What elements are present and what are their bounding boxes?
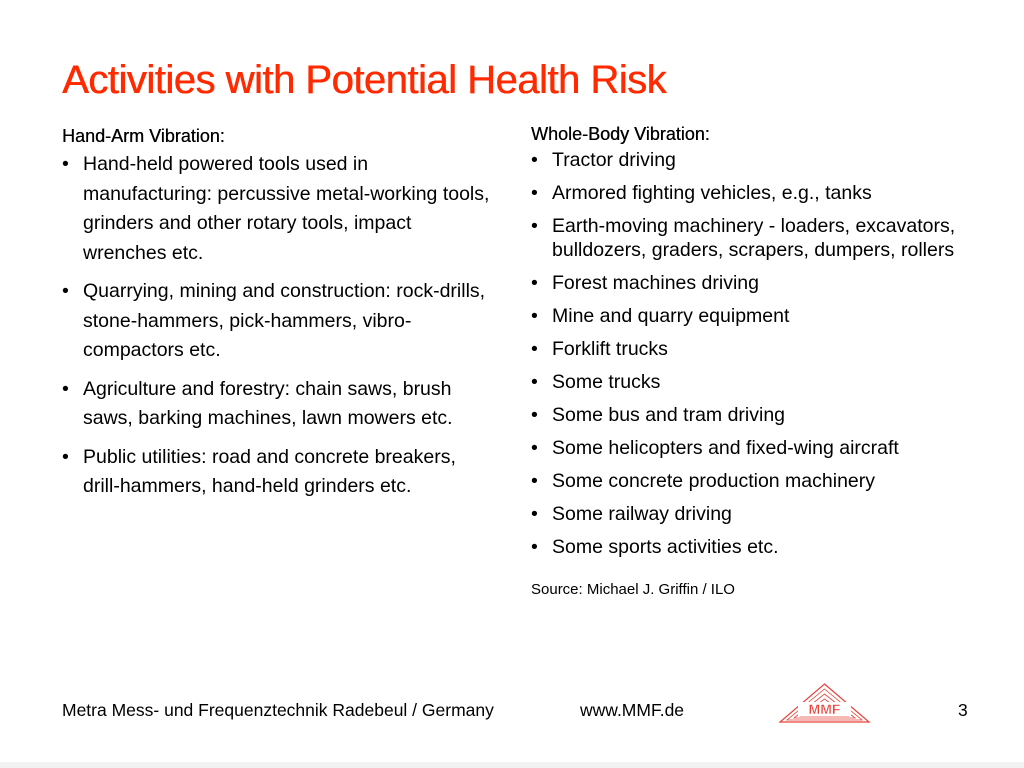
list-item: • Some railway driving: [531, 503, 732, 525]
page-number: 3: [958, 700, 968, 720]
bullet-icon: •: [531, 437, 538, 459]
bullet-icon: •: [531, 470, 538, 492]
list-item: • Tractor driving: [531, 149, 676, 171]
list-item: • Some helicopters and fixed-wing aircraft: [531, 437, 899, 459]
whole-body-heading: Whole-Body Vibration:: [531, 124, 710, 144]
bullet-icon: •: [531, 149, 538, 171]
source-citation: Source: Michael J. Griffin / ILO: [531, 581, 735, 598]
list-item: • Earth-moving machinery - loaders, excavators, bulldozers, graders, scrapers, dumpers, rollers: [531, 215, 956, 261]
bottom-rule: [0, 762, 1024, 768]
list-item: • Armored fighting vehicles, e.g., tanks: [531, 182, 872, 204]
hand-arm-column: [62, 126, 492, 511]
whole-body-column: [531, 124, 991, 598]
bullet-icon: •: [531, 503, 538, 525]
hand-arm-list: [62, 150, 492, 502]
bullet-icon: •: [531, 338, 538, 360]
bullet-icon: •: [531, 215, 538, 237]
bullet-icon: •: [531, 182, 538, 204]
hand-arm-heading: Hand-Arm Vibration:: [62, 126, 225, 146]
bullet-icon: •: [62, 280, 69, 302]
list-item: • Some sports activities etc.: [531, 536, 779, 558]
list-item: • Public utilities: road and concrete breakers, drill-hammers, hand-held grinders etc.: [62, 443, 492, 502]
list-item: • Some bus and tram driving: [531, 404, 786, 426]
bullet-icon: •: [62, 377, 69, 400]
list-item: • Forest machines driving: [531, 272, 759, 294]
list-item: • Some trucks: [531, 371, 661, 393]
slide-title: Activities with Potential Health Risk: [62, 58, 666, 102]
footer-url[interactable]: www.MMF.de: [580, 700, 685, 720]
footer-company: Metra Mess- und Frequenztechnik Radebeul / Germany: [62, 700, 494, 720]
list-item: • Quarrying, mining and construction: rock-drills, stone-hammers, pick-hammers, vibro-compactors etc.: [62, 277, 492, 366]
svg-text:MMF: MMF: [808, 701, 841, 717]
list-item: • Mine and quarry equipment: [531, 305, 790, 327]
bullet-icon: •: [531, 404, 538, 426]
bullet-icon: •: [531, 371, 538, 393]
list-item: • Agriculture and forestry: chain saws, brush saws, barking machines, lawn mowers etc.: [62, 375, 492, 434]
whole-body-list: [531, 148, 991, 559]
bullet-icon: •: [62, 153, 69, 175]
bullet-icon: •: [62, 445, 69, 468]
list-item: • Some concrete production machinery: [531, 470, 875, 492]
mmf-logo-icon: [776, 681, 873, 725]
list-item: • Forklift trucks: [531, 338, 668, 360]
bullet-icon: •: [531, 536, 538, 558]
bullet-icon: •: [531, 272, 538, 294]
bullet-icon: •: [531, 305, 538, 327]
list-item: • Hand-held powered tools used in manufacturing: percussive metal-working tools, grinders and other rotary tools, impact wrenches etc.: [62, 150, 492, 268]
